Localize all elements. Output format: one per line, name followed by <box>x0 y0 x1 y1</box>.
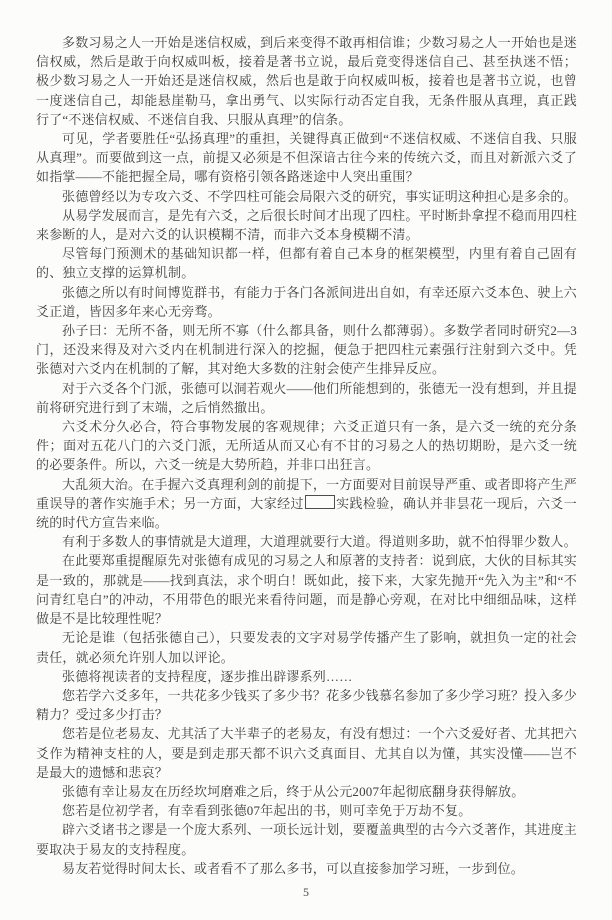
paragraph: 张德将视读者的支持程度，逐步推出辟谬系列…… <box>62 668 353 684</box>
paragraph: 在此要郑重提醒原先对张德有成见的习易之人和原著的支持者：说到底，大伙的目标其实是一致的，那就是——找到真法，求个明白！既如此，接下来，大家先抛开“先入为主”和“不问青红皂白”的冲动，不用带色的眼光来看待问题，而是静心旁观，在对比中细细品味，这样做是不是比较理性呢？ <box>36 553 577 627</box>
paragraph: 您若是位老易友、尤其活了大半辈子的老易友，有没有想过：一个六爻爱好者、尤其把六爻作为精神支柱的人，要是到走那天都不识六爻真面目、尤其自以为懂，其实没懂——岂不是最大的遗憾和悲哀？ <box>36 726 577 780</box>
paragraph: 张德之所以有时间博览群书，有能力于各门各派间进出自如，有幸还原六爻本色、驶上六爻正道，皆因多年来心无旁骛。 <box>36 284 577 319</box>
paragraph: 有利于多数人的事情就是大道理，大道理就要行大道。得道则多助，就不怕得罪少数人。 <box>62 534 577 550</box>
paragraph: 易友若觉得时间太长、或者看不了那么多书，可以直接参加学习班，一步到位。 <box>62 860 525 876</box>
page-number: 5 <box>303 885 309 899</box>
paragraph: 可见，学者要胜任“弘扬真理”的重担，关键得真正做到“不迷信权威、不迷信自我、只服从真理”。而要做到这一点，前提又必须是不但深谙古往今来的传统六爻，而且对新派六爻了如指掌——不能把握全局，哪有资格引领各路迷途中人突出重围？ <box>36 131 577 185</box>
paragraph: 无论是谁（包括张德自己），只要发表的文字对易学传播产生了影响，就担负一定的社会责任，就必须允许别人加以评论。 <box>36 630 577 665</box>
paragraph: 张德有幸让易友在历经坎坷磨难之后，终于从公元2007年起彻底翻身获得解放。 <box>62 783 525 799</box>
paragraph: 六爻术分久必合，符合事物发展的客观规律；六爻正道只有一条，是六爻一统的充分条件；面对五花八门的六爻门派，无所适从而又心有不甘的习易之人的热切期盼，是六爻一统的必要条件。所以，六爻一统是大势所趋，并非口出狂言。 <box>36 419 577 473</box>
paragraph: 您若是位初学者，有幸看到张德07年起出的书，则可幸免于万劫不复。 <box>62 803 472 819</box>
paragraph: 您若学六爻多年，一共花多少钱买了多少书？花多少钱慕名参加了多少学习班？投入多少精力？受过多少打击？ <box>36 687 577 723</box>
paragraph: 对于六爻各个门派，张德可以洞若观火——他们所能想到的，张德无一没有想到，并且提前将研究进行到了末端，之后悄然撤出。 <box>36 380 577 415</box>
paragraph: 孙子曰：无所不备，则无所不寡（什么都具备，则什么都薄弱）。多数学者同时研究2—3门，还没来得及对六爻内在机制进行深入的挖掘，便急于把四柱元素强行注射到六爻中。凭张德对六爻内在机制的了解，其对绝大多数的注射会使产生排异反应。 <box>36 323 577 377</box>
paragraph: 从易学发展而言，是先有六爻，之后很长时间才出现了四柱。平时断卦拿捏不稳而用四柱来参断的人，是对六爻的认识模糊不清，而非六爻本身模糊不清。 <box>36 207 577 243</box>
text-block <box>36 33 577 878</box>
paragraph-with-blank-box <box>36 475 577 533</box>
paragraph: 尽管每门预测术的基础知识都一样，但都有着自己本身的框架模型，内里有着自己固有的、独立支撑的运算机制。 <box>36 246 577 281</box>
paragraph: 多数习易之人一开始是迷信权威，到后来变得不敢再相信谁；少数习易之人一开始也是迷信权威，然后是敢于向权威叫板，接着是著书立说，最后竟变得迷信自己、甚至执迷不悟；极少数习易之人一开始还是迷信权威，然后也是敢于向权威叫板，接着也是著书立说，也曾一度迷信自己，却能悬崖勒马，拿出勇气、以实际行动否定自我，无条件服从真理，真正践行了“不迷信权威、不迷信自我、只服从真理”的信条。 <box>36 35 577 127</box>
paragraph-text-after-box: 实践检验，确认并非昙花一现后，六爻一统的时代方宣告来临。 <box>36 495 577 531</box>
blank-box-placeholder <box>305 495 335 509</box>
paragraph: 辟六爻诸书之谬是一个庞大系列、一项长远计划，要覆盖典型的古今六爻著作，其进度主要取决于易友的支持程度。 <box>36 822 577 857</box>
paragraph: 张德曾经以为专攻六爻、不学四柱可能会局限六爻的研究，事实证明这种担心是多余的。 <box>62 188 577 204</box>
paragraph-text-before-box: 大乱须大治。在手握六爻真理利剑的前提下，一方面要对目前误导严重、或者即将产生严重误导的著作实施手术；另一方面，大家经过 <box>36 476 577 511</box>
